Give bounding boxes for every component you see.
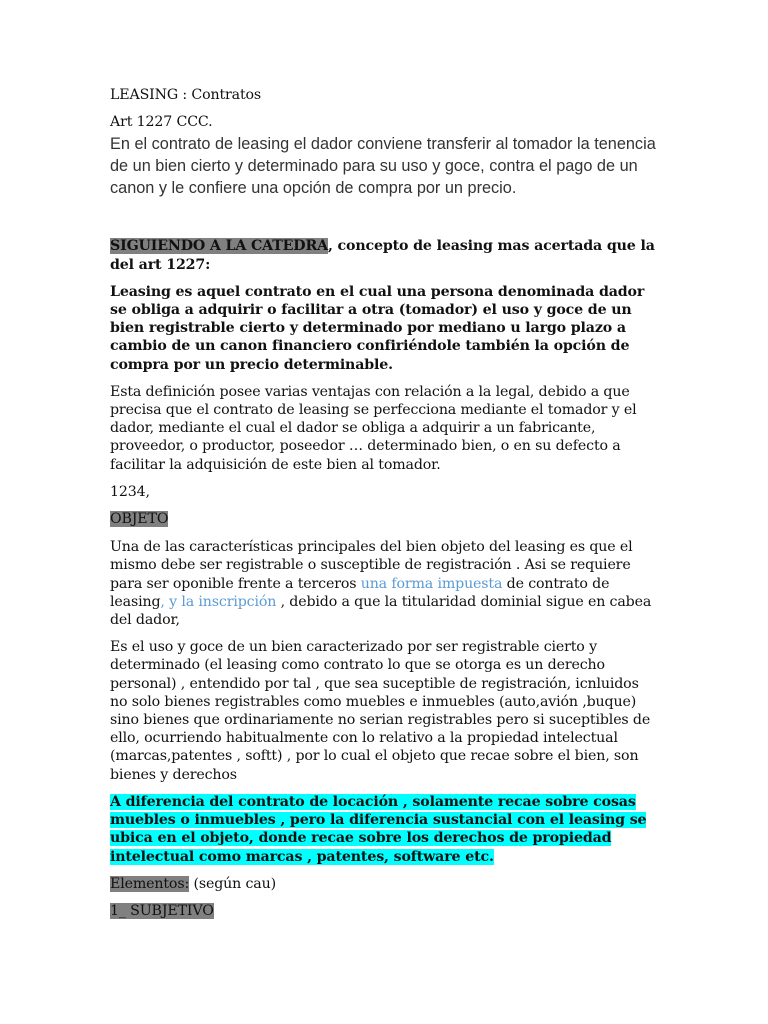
subjetivo-heading [110,902,658,920]
advantages-paragraph: Esta definición posee varias ventajas con relación a la legal, debido a que precisa que el contrato de leasing se perfecciona mediante el tomador y el dador, mediante el cual el dador se obliga a adquirir a un fabricante, proveedor, o productor, poseedor … determinado bien, o en su defecto a facilitar la adquisición de este bien al tomador. [110,383,637,473]
objeto-heading-text: OBJETO [110,511,169,528]
elementos-note: (según cau) [189,875,276,892]
elementos-heading [110,875,658,893]
legal-definition: En el contrato de leasing el dador conviene transferir al tomador la tenencia de un bien cierto y determinado para su uso y goce, contra el pago de un canon y le confiere una opción de compra por un precio. [110,135,656,198]
document-body [110,86,658,920]
locacion-highlight: A diferencia del contrato de locación , solamente recae sobre cosas muebles o inmuebles , pero la diferencia sustancial con el leasing se ubica en el objeto, donde recae sobre los derechos de propiedad intelectual como marcas , patentes, software etc. [110,793,647,865]
objeto-text-2: de contrato de leasing [110,575,610,610]
catedra-heading [110,237,658,273]
catedra-definition: Leasing es aquel contrato en el cual una persona denominada dador se obliga a adquirir o facilitar a otra (tomador) el uso y goce de un bien registrable cierto y determinado por mediano u largo plazo a cambio de un canon financiero confiriéndole también la opción de compra por un precio determinable. [110,283,645,373]
article-number: 1234, [110,483,150,500]
objeto-heading [110,510,658,528]
inscripcion-link[interactable]: , y la inscripción [160,593,277,610]
uso-goce-paragraph: Es el uso y goce de un bien caracterizado por ser registrable cierto y determinado (el leasing como contrato lo que se otorga es un derecho personal) , entendido por tal , que sea suceptible de registración, icnluidos no solo bienes registrables como muebles e inmuebles (auto,avión ,buque) sino bienes que ordinariamente no serian registrables pero si suceptibles de ello, ocurriendo habitualmente con lo relativo a la propiedad intelectual (marcas,patentes , softt) , por lo cual el objeto que recae sobre el bien, son bienes y derechos [110,639,651,783]
article-reference: Art 1227 CCC. [110,114,213,131]
forma-impuesta-link[interactable]: una forma impuesta [360,575,503,592]
catedra-heading-rest: , concepto de leasing mas acertada que la del art 1227: [110,238,655,273]
objeto-text-1: Una de las características principales del bien objeto del leasing es que el mismo debe ser registrable o susceptible de registración . Asi se requiere para ser oponible frente a terceros [110,539,633,592]
locacion-paragraph [110,793,658,866]
doc-title: LEASING : Contratos [110,87,262,103]
objeto-paragraph [110,538,658,629]
objeto-text-3: , debido a que la titularidad dominial sigue en cabea del dador, [110,593,652,629]
catedra-highlight: SIGUIENDO A LA CATEDRA [110,238,328,255]
elementos-label: Elementos: [110,875,190,892]
subjetivo-heading-text: 1_ SUBJETIVO [110,902,214,919]
